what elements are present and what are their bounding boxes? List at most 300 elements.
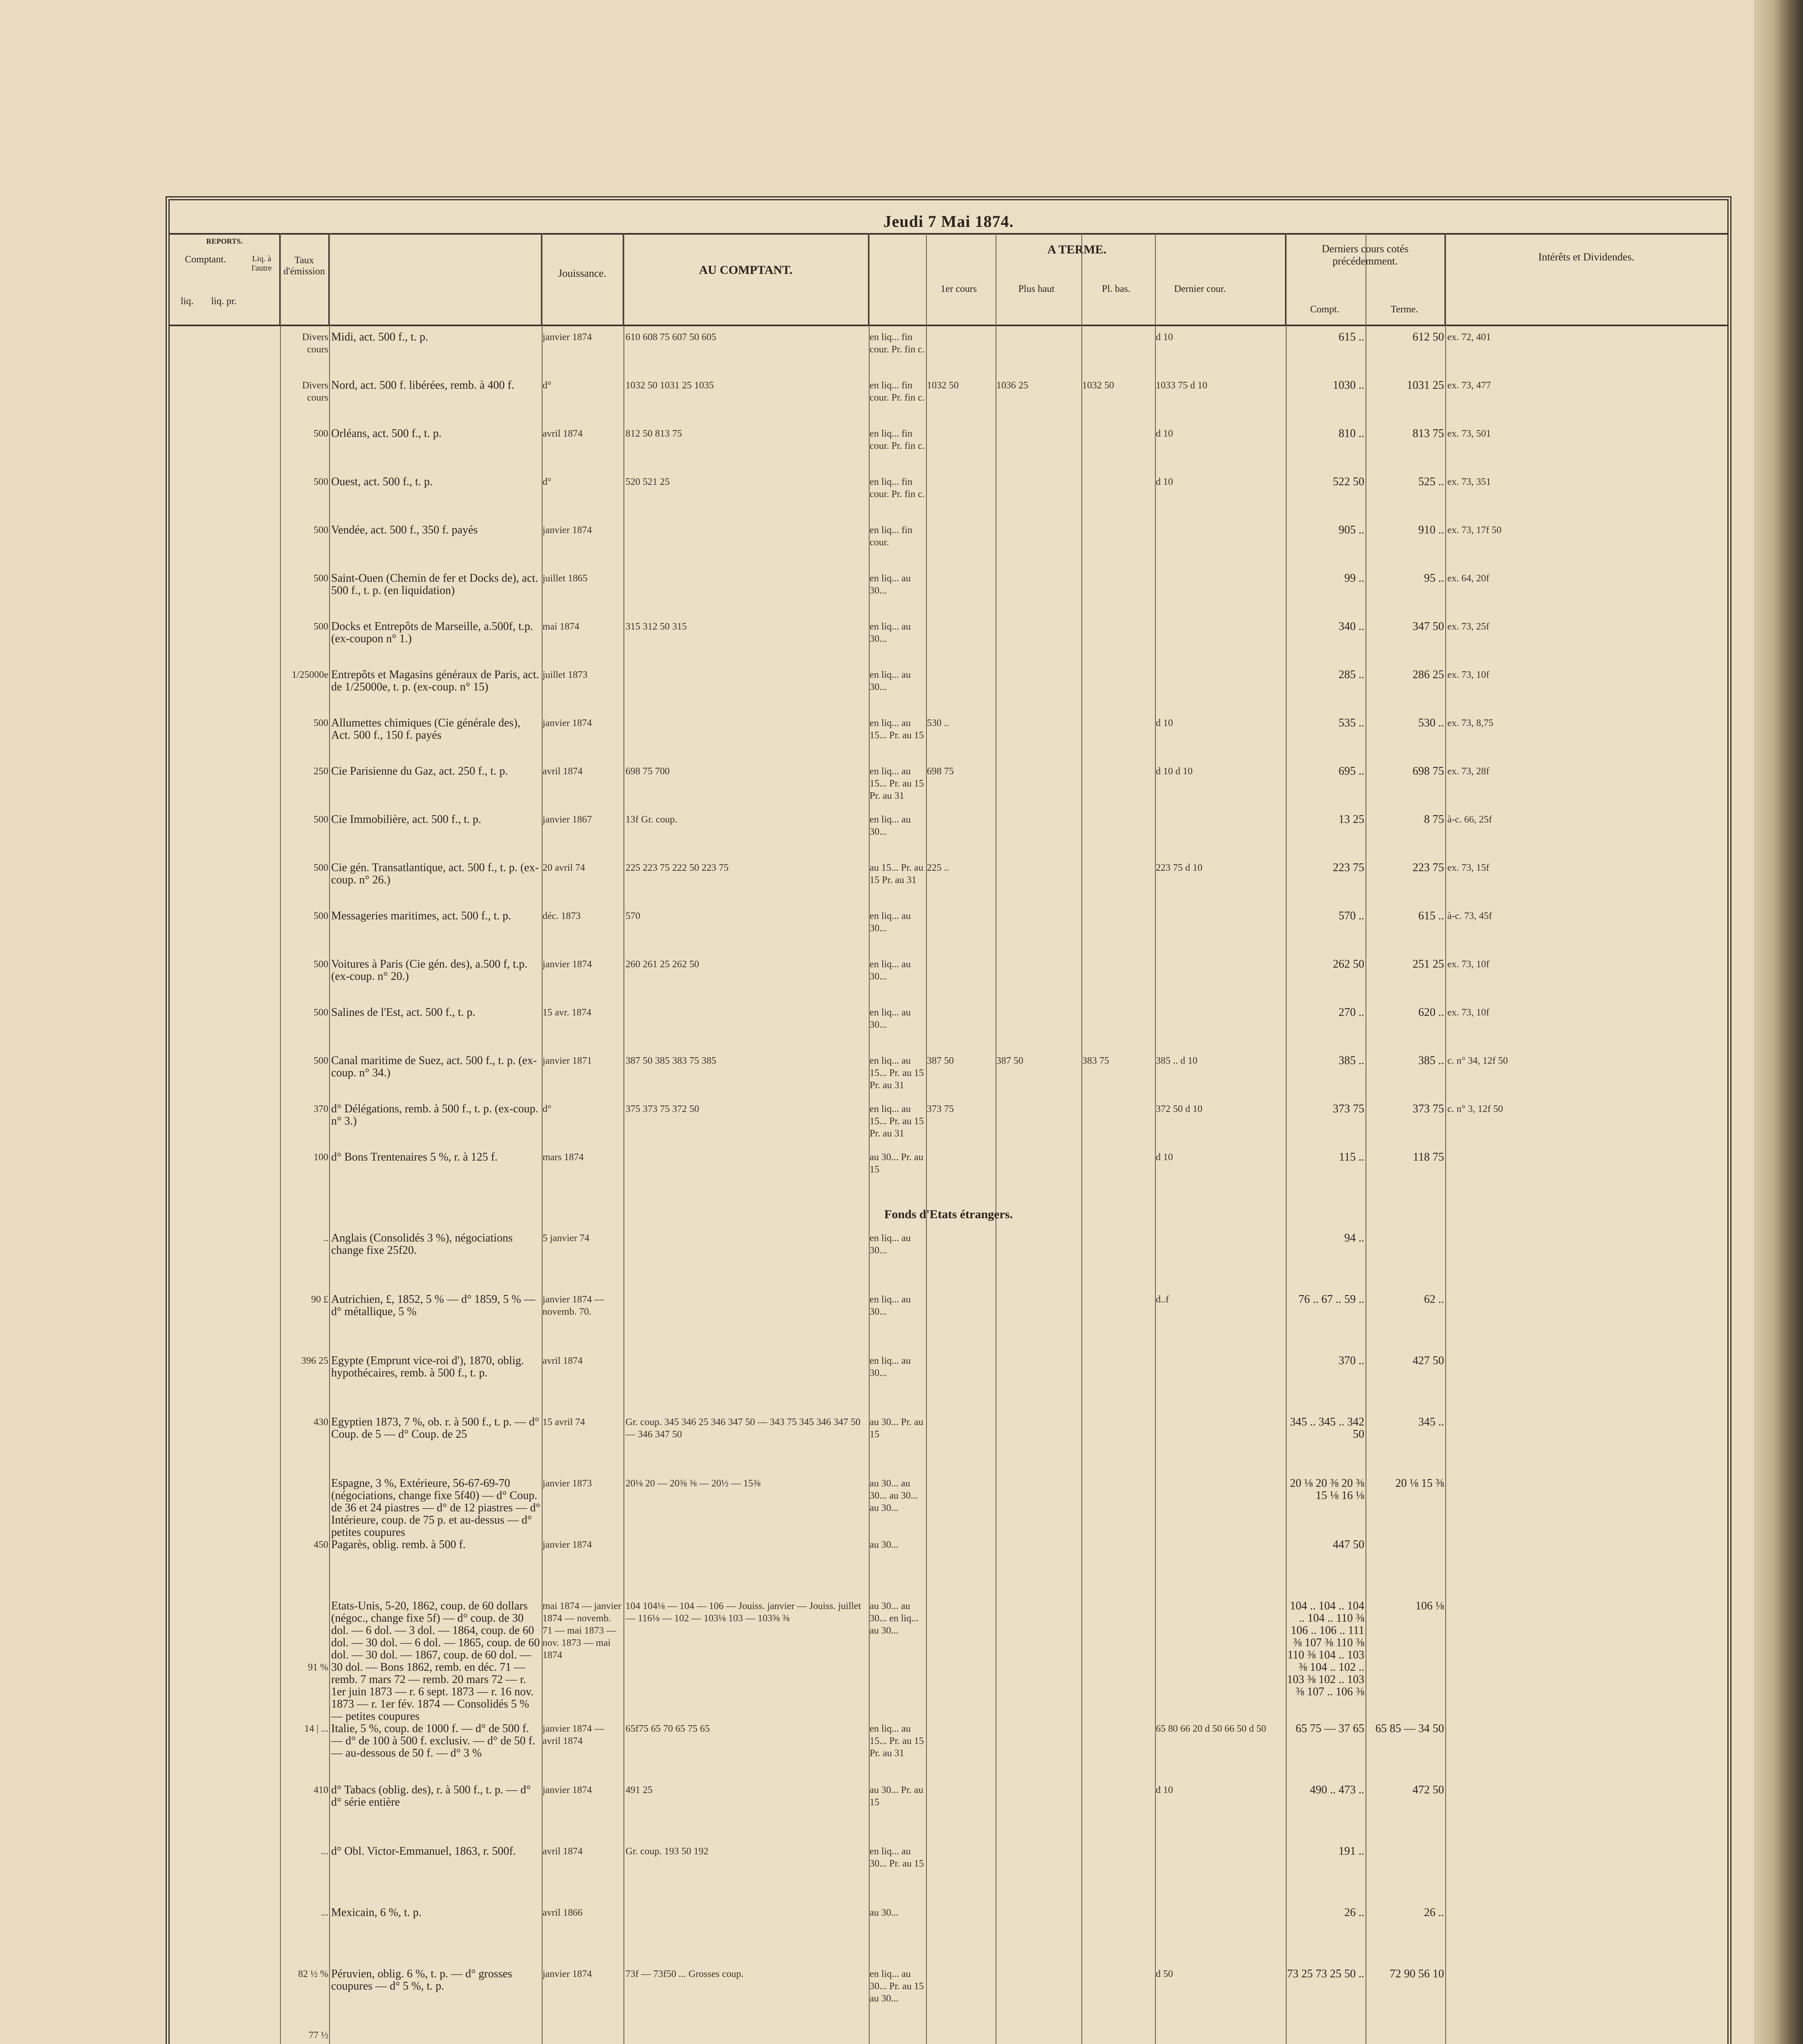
cell-div: ex. 73, 477 <box>1447 380 1491 391</box>
cell-bas <box>1082 621 1154 669</box>
cell-comptant: 375 373 75 372 50 <box>626 1104 699 1114</box>
cell-name: d° Bons Trentenaires 5 %, r. à 125 f. <box>331 1151 498 1163</box>
cell-bas <box>1082 765 1154 814</box>
cell-dernier <box>1156 1006 1285 1055</box>
cell-dernier: d 10 <box>1156 1152 1173 1163</box>
cell-name: Vendée, act. 500 f., 350 f. payés <box>331 524 478 536</box>
cell-comptant: 260 261 25 262 50 <box>626 959 699 970</box>
cell-jouis: janvier 1867 <box>543 814 592 825</box>
cell-terme: en liq... au 30... <box>870 1233 911 1256</box>
cell-jouis: mai 1874 — janvier 1874 — novemb. 71 — mai 1873 — nov. 1873 — mai 1874 <box>543 1601 621 1661</box>
cell-taux: 430 <box>314 1417 328 1428</box>
cell-div: ex. 73, 28f <box>1447 766 1489 777</box>
cell-jouis: avril 1874 <box>543 428 583 439</box>
cell-comptant <box>626 524 867 572</box>
cell-name: Ouest, act. 500 f., t. p. <box>331 475 433 488</box>
cell-term: 62 .. <box>1424 1293 1444 1306</box>
cell-taux: 82 ½ % <box>298 1969 328 1979</box>
cell-taux: 14 | ... <box>304 1724 328 1734</box>
cell-compt: 345 .. 345 .. 342 50 <box>1290 1416 1364 1441</box>
header-taux <box>280 235 329 325</box>
cell-bas <box>1082 717 1154 765</box>
cell-taux: 500 <box>314 1007 328 1018</box>
cell-terme: en liq... au 15... Pr. au 15 Pr. au 31 <box>870 766 924 801</box>
cell-name: d° Obl. Victor-Emmanuel, 1863, r. 500f. <box>331 1845 516 1858</box>
cell-compt: 285 .. <box>1339 668 1364 681</box>
cell-term: 620 .. <box>1418 1006 1444 1019</box>
cell-comptant <box>626 1539 867 1600</box>
cell-premier <box>927 572 995 621</box>
cell-term: 8 75 <box>1424 813 1444 826</box>
table-row <box>170 1055 1727 1103</box>
table-row <box>170 1968 1727 2029</box>
cell-dernier: d 10 <box>1156 332 1173 343</box>
header-liq-a-lautre: Liq. à l'autre <box>251 254 272 273</box>
cell-div <box>1447 2029 1725 2044</box>
cell-comptant <box>626 1232 867 1293</box>
cell-name: Canal maritime de Suez, act. 500 f., t. p. (ex-coup. n° 34.) <box>331 1054 537 1079</box>
cell-comptant <box>626 2029 867 2044</box>
cell-compt: 373 75 <box>1333 1103 1364 1115</box>
cell-terme: en liq... au 30... <box>870 959 911 982</box>
table-row <box>170 621 1727 669</box>
header-designation <box>329 235 542 325</box>
cell-terme: en liq... au 30... <box>870 1007 911 1030</box>
cell-term: 698 75 <box>1413 765 1444 778</box>
table-row <box>170 1006 1727 1055</box>
cell-compt: 340 .. <box>1339 620 1364 633</box>
cell-jouis: avril 1874 <box>543 1846 583 1857</box>
cell-jouis: avril 1874 <box>543 1356 583 1366</box>
cell-premier <box>927 814 995 862</box>
table-row <box>170 862 1727 910</box>
cell-term <box>1366 2029 1444 2044</box>
header-liq: liq. <box>180 296 194 307</box>
cell-terme: en liq... au 15... Pr. au 15 Pr. au 31 <box>870 1104 924 1139</box>
cell-plus-haut <box>996 476 1081 524</box>
table-row <box>170 1416 1727 1477</box>
table-row <box>170 1784 1727 1845</box>
cell-jouis: déc. 1873 <box>543 911 581 921</box>
cell-name: Autrichien, £, 1852, 5 % — d° 1859, 5 % — d° métallique, 5 % <box>331 1293 536 1318</box>
cell-compt: 65 75 — 37 65 <box>1296 1722 1364 1735</box>
header-plus-haut: Plus haut <box>1018 284 1055 294</box>
cell-term: 427 50 <box>1413 1354 1444 1367</box>
cell-name: Nord, act. 500 f. libérées, remb. à 400 f. <box>331 379 514 392</box>
cell-dernier: 223 75 d 10 <box>1156 863 1202 873</box>
cell-jouis: d° <box>543 477 552 487</box>
cell-jouis: juillet 1865 <box>543 573 588 584</box>
cell-taux: ... <box>321 1846 328 1857</box>
table-row <box>170 765 1727 814</box>
cell-div <box>1447 1845 1725 1907</box>
cell-term: 20 ⅛ 15 ⅜ <box>1395 1477 1444 1490</box>
cell-jouis: janvier 1874 <box>543 959 592 970</box>
cell-div <box>1447 1416 1725 1477</box>
cell-compt: 270 .. <box>1339 1006 1364 1019</box>
cell-plus-haut <box>996 1006 1081 1055</box>
cell-plus-haut <box>996 669 1081 717</box>
table-row <box>170 1661 1727 1723</box>
cell-name: d° Délégations, remb. à 500 f., t. p. (ex-coup. n° 3.) <box>331 1103 538 1127</box>
cell-term <box>1366 1661 1444 1723</box>
cell-jouis <box>543 2029 623 2044</box>
cell-compt: 115 .. <box>1339 1151 1364 1163</box>
cell-dernier <box>1156 1661 1285 1723</box>
cell-div <box>1447 1151 1725 1199</box>
cell-dernier <box>1156 910 1285 958</box>
cell-taux: 500 <box>314 718 328 728</box>
cell-premier <box>927 476 995 524</box>
cell-terme: au 30... <box>870 1540 899 1550</box>
cell-div: ex. 73, 17f 50 <box>1447 525 1502 536</box>
cell-taux <box>280 1477 328 1539</box>
cell-jouis: janvier 1874 <box>543 1969 592 1979</box>
cell-terme: en liq... fin cour. <box>870 525 913 548</box>
cell-premier: 373 75 <box>927 1104 954 1114</box>
cell-bas <box>1082 814 1154 862</box>
cell-div: ex. 73, 351 <box>1447 477 1491 487</box>
table-row <box>170 1293 1727 1355</box>
cell-name: Messageries maritimes, act. 500 f., t. p. <box>331 910 511 922</box>
cell-bas <box>1082 476 1154 524</box>
cell-bas <box>1082 862 1154 910</box>
cell-dernier: d 10 <box>1156 1785 1173 1795</box>
header-a-terme-label: A TERME. <box>1047 243 1107 256</box>
cell-terme: en liq... au 30... <box>870 1356 911 1378</box>
cell-comptant: 315 312 50 315 <box>626 621 687 632</box>
cell-jouis: 15 avr. 1874 <box>543 1007 592 1018</box>
cell-term <box>1366 1539 1444 1600</box>
table-row <box>170 1539 1727 1600</box>
cell-dernier <box>1156 1355 1285 1416</box>
header-plus-bas: Pl. bas. <box>1101 284 1130 294</box>
cell-div <box>1447 1784 1725 1845</box>
cell-dernier <box>1156 814 1285 862</box>
cell-bas <box>1082 910 1154 958</box>
cell-compt: 810 .. <box>1339 427 1364 440</box>
table-row <box>170 669 1727 717</box>
cell-compt: 20 ⅛ 20 ⅜ 20 ⅜ 15 ⅛ 16 ⅛ <box>1290 1477 1364 1502</box>
cell-dernier <box>1156 1600 1285 1661</box>
cell-plus-haut <box>996 910 1081 958</box>
cell-term: 373 75 <box>1413 1103 1444 1115</box>
header-liq-pr: liq. pr. <box>211 296 237 307</box>
cell-term: 910 .. <box>1418 524 1444 536</box>
cell-plus-haut <box>996 1151 1081 1199</box>
cell-name: Docks et Entrepôts de Marseille, a.500f, t.p. (ex-coupon n° 1.) <box>331 620 533 645</box>
cell-name: Péruvien, oblig. 6 %, t. p. — d° grosses coupures — d° 5 %, t. p. <box>331 1968 512 1992</box>
cell-jouis: juillet 1873 <box>543 670 588 680</box>
cell-terme: en liq... au 30... <box>870 573 911 596</box>
cell-term: 813 75 <box>1413 427 1444 440</box>
cell-compt: 370 .. <box>1339 1354 1364 1367</box>
cell-term: 1031 25 <box>1407 379 1444 392</box>
cell-compt: 490 .. 473 .. <box>1310 1784 1364 1796</box>
cell-taux: 396 25 <box>301 1356 328 1366</box>
cell-taux: ... <box>321 1907 328 1918</box>
cell-terme: au 30... au 30... en liq... au 30... <box>870 1601 919 1636</box>
cell-jouis: avril 1866 <box>543 1907 583 1918</box>
cell-term: 95 .. <box>1424 572 1444 585</box>
cell-terme <box>870 1661 925 1723</box>
cell-div: à-c. 73, 45f <box>1447 911 1492 921</box>
cell-taux: Divers cours <box>302 380 328 403</box>
cell-div <box>1447 1907 1725 1968</box>
cell-plus-haut <box>996 572 1081 621</box>
cell-term: 72 90 56 10 <box>1390 1968 1444 1980</box>
cell-bas <box>1082 524 1154 572</box>
cell-compt <box>1287 1661 1364 1723</box>
table-row <box>170 1477 1727 1539</box>
cell-comptant: 610 608 75 607 50 605 <box>626 332 716 343</box>
cell-name: Saint-Ouen (Chemin de fer et Docks de), act. 500 f., t. p. (en liquidation) <box>331 572 538 597</box>
cell-compt: 99 .. <box>1344 572 1364 585</box>
cell-div <box>1447 1355 1725 1416</box>
cell-premier <box>927 1151 995 1199</box>
cell-comptant: Gr. coup. 345 346 25 346 347 50 — 343 75 345 346 347 50 — 346 347 50 <box>626 1417 861 1440</box>
cell-jouis: avril 1874 <box>543 766 583 777</box>
cell-taux: 91 % <box>308 1662 328 1673</box>
cell-dernier <box>1156 2029 1285 2044</box>
cell-plus-haut: 1036 25 <box>996 380 1028 391</box>
table-row <box>170 1355 1727 1416</box>
cell-taux: 450 <box>314 1540 328 1550</box>
table-row <box>170 1907 1727 1968</box>
cell-dernier: d 10 <box>1156 428 1173 439</box>
cell-premier: 225 .. <box>927 863 949 873</box>
cell-premier: 1032 50 <box>927 380 959 391</box>
cell-premier <box>927 428 995 476</box>
cell-taux: .. <box>323 1233 328 1244</box>
cell-taux: 90 £ <box>311 1294 328 1305</box>
cell-dernier <box>1156 1232 1285 1293</box>
cell-term <box>1366 1845 1444 1907</box>
cell-terme <box>870 2029 925 2044</box>
cell-dernier: 372 50 d 10 <box>1156 1104 1202 1114</box>
cell-plus-haut <box>996 717 1081 765</box>
cell-terme: en liq... fin cour. Pr. fin c. <box>870 428 925 451</box>
cell-terme: au 15... Pr. au 15 Pr. au 31 <box>870 863 924 885</box>
cell-div: ex. 73, 10f <box>1447 959 1489 970</box>
cell-taux <box>280 1600 328 1661</box>
cell-comptant <box>626 1006 867 1055</box>
cell-compt: 522 50 <box>1333 475 1364 488</box>
cell-term <box>1366 1232 1444 1293</box>
cell-compt: 191 .. <box>1339 1845 1364 1858</box>
table-row <box>170 476 1727 524</box>
cell-jouis: janvier 1871 <box>543 1056 592 1066</box>
cell-name: Etats-Unis, 5-20, 1862, coup. de 60 dollars (négoc., change fixe 5f) — d° coup. de 30 dol. — 6 dol. — 3 dol. — 1864, coup. de 60 dol. — 30 dol. — 6 dol. — 1865, coup. de 60 dol. — 30 dol. — 1867, coup. de 60 dol. — 30 dol. — Bons 1862, remb. en déc. 71 — remb. 7 mars 72 — remb. 20 mars 72 — r. 1er juin 1873 — r. 6 sept. 1873 — r. 16 nov. 1873 — r. 1er fév. 1874 — Consolidés 5 % — petites coupures <box>331 1600 540 1723</box>
cell-comptant: 13f Gr. coup. <box>626 814 677 825</box>
cell-div: c. n° 3, 12f 50 <box>1447 1104 1503 1114</box>
cell-terme: en liq... fin cour. Pr. fin c. <box>870 477 925 500</box>
cell-term: 530 .. <box>1418 717 1444 729</box>
header-terme: Terme. <box>1390 304 1418 315</box>
cell-dernier: d 10 <box>1156 477 1173 487</box>
cell-comptant <box>626 572 867 621</box>
table-row <box>170 331 1727 379</box>
cell-div: ex. 73, 501 <box>1447 428 1491 439</box>
cell-compt: 385 .. <box>1339 1054 1364 1067</box>
section-fonds-etrangers: Fonds d'Etats étrangers. <box>884 1208 1013 1221</box>
table-row <box>170 958 1727 1006</box>
cell-div: ex. 64, 20f <box>1447 573 1489 584</box>
table-row <box>170 814 1727 862</box>
cell-dernier: d 10 <box>1156 718 1173 728</box>
cell-terme: en liq... au 30... Pr. au 15 <box>870 1846 924 1869</box>
cell-dernier <box>1156 958 1285 1006</box>
cell-comptant <box>626 1355 867 1416</box>
cell-terme: au 30... Pr. au 15 <box>870 1417 924 1440</box>
cell-premier <box>927 331 995 379</box>
cell-name: Voitures à Paris (Cie gén. des), a.500 f, t.p. (ex-coup. n° 20.) <box>331 958 528 983</box>
cell-terme: en liq... au 30... <box>870 621 911 644</box>
cell-name: Pagarès, oblig. remb. à 500 f. <box>331 1538 466 1551</box>
cell-plus-haut <box>996 862 1081 910</box>
cell-terme: en liq... au 30... <box>870 1294 911 1317</box>
cell-plus-haut <box>996 524 1081 572</box>
cell-taux: 100 <box>314 1152 328 1163</box>
header-reports <box>170 235 280 325</box>
header-a-terme <box>869 235 1286 325</box>
cell-jouis: janvier 1874 <box>543 525 592 536</box>
cell-name <box>331 1661 540 1723</box>
cell-bas <box>1082 1103 1154 1151</box>
cell-jouis: 20 avril 74 <box>543 863 585 873</box>
cell-term: 26 .. <box>1424 1906 1444 1919</box>
cell-taux: 77 ½ <box>309 2030 328 2041</box>
cell-comptant: 20⅛ 20 — 20⅜ ⅜ — 20½ — 15⅜ <box>626 1478 760 1489</box>
cell-terme: en liq... au 30... Pr. au 15 au 30... <box>870 1969 924 2004</box>
cell-terme: en liq... fin cour. Pr. fin c. <box>870 380 925 403</box>
header-interets <box>1445 235 1727 325</box>
cell-jouis: 5 janvier 74 <box>543 1233 590 1244</box>
cell-terme: en liq... au 30... <box>870 911 911 934</box>
cell-terme: en liq... au 15... Pr. au 15 Pr. au 31 <box>870 1056 924 1091</box>
table-row <box>170 379 1727 428</box>
cell-name: Midi, act. 500 f., t. p. <box>331 331 428 343</box>
cell-div: ex. 73, 25f <box>1447 621 1489 632</box>
cell-term: 615 .. <box>1418 910 1444 922</box>
table-row <box>170 1103 1727 1151</box>
cell-compt: 615 .. <box>1339 331 1364 343</box>
cell-comptant <box>626 1151 867 1199</box>
table-row <box>170 1723 1727 1784</box>
cell-div: à-c. 66, 25f <box>1447 814 1492 825</box>
cell-compt: 13 25 <box>1339 813 1364 826</box>
cell-div <box>1447 1477 1725 1539</box>
cell-terme: en liq... au 30... <box>870 670 911 693</box>
cell-name: Cie Immobilière, act. 500 f., t. p. <box>331 813 482 826</box>
cell-plus-haut <box>996 814 1081 862</box>
cell-compt: 1030 .. <box>1333 379 1364 392</box>
cell-dernier <box>1156 1539 1285 1600</box>
header-dernier-cours: Dernier cour. <box>1174 284 1226 294</box>
cell-compt: 535 .. <box>1339 717 1364 729</box>
cell-compt: 695 .. <box>1339 765 1364 778</box>
cell-jouis: janvier 1874 <box>543 1785 592 1795</box>
cell-dernier: d 10 d 10 <box>1156 766 1193 777</box>
cell-comptant <box>626 1293 867 1355</box>
cell-div <box>1447 1968 1725 2029</box>
cell-dernier <box>1156 1416 1285 1477</box>
cell-terme: en liq... au 15... Pr. au 15 <box>870 718 924 741</box>
cell-jouis: d° <box>543 1104 552 1114</box>
cell-plus-haut <box>996 621 1081 669</box>
cell-compt: 223 75 <box>1333 861 1364 874</box>
cell-premier: 387 50 <box>927 1056 954 1066</box>
cell-div <box>1447 1661 1725 1723</box>
cell-dernier <box>1156 669 1285 717</box>
cell-dernier: 65 80 66 20 d 50 66 50 d 50 <box>1156 1724 1266 1734</box>
cell-taux: 500 <box>314 573 328 584</box>
cell-premier: 698 75 <box>927 766 954 777</box>
cell-taux: 500 <box>314 863 328 873</box>
cell-comptant: 387 50 385 383 75 385 <box>626 1056 716 1066</box>
cell-plus-haut <box>996 331 1081 379</box>
cell-name: Cie gén. Transatlantique, act. 500 f., t. p. (ex-coup. n° 26.) <box>331 861 539 886</box>
cell-name <box>331 2029 540 2044</box>
cell-term: 118 75 <box>1413 1151 1444 1163</box>
cell-name: Espagne, 3 %, Extérieure, 56-67-69-70 (négociations, change fixe 5f40) — d° Coup. de 36 et 24 piastres — d° de 12 piastres — d° Intérieure, coup. de 75 p. et au-dessus — d° petites coupures <box>331 1477 540 1539</box>
cell-name: Cie Parisienne du Gaz, act. 250 f., t. p. <box>331 765 508 778</box>
cell-comptant: Gr. coup. 193 50 192 <box>626 1846 709 1857</box>
cell-bas <box>1082 572 1154 621</box>
cell-div: ex. 72, 401 <box>1447 332 1491 343</box>
cell-bas <box>1082 1006 1154 1055</box>
cell-comptant: 698 75 700 <box>626 766 670 777</box>
cell-div <box>1447 1293 1725 1355</box>
cell-compt: 94 .. <box>1344 1232 1364 1244</box>
cell-dernier <box>1156 524 1285 572</box>
table-row <box>170 910 1727 958</box>
cell-compt: 905 .. <box>1339 524 1364 536</box>
table-row <box>170 1232 1727 1293</box>
cell-compt: 447 50 <box>1333 1538 1364 1551</box>
table-row <box>170 428 1727 476</box>
cell-comptant: 73f — 73f50 ... Grosses coup. <box>626 1969 744 1979</box>
cell-div: c. n° 34, 12f 50 <box>1447 1056 1508 1066</box>
cell-name: Salines de l'Est, act. 500 f., t. p. <box>331 1006 475 1019</box>
cell-dernier: 385 .. d 10 <box>1156 1056 1198 1066</box>
cell-taux: 250 <box>314 766 328 777</box>
cell-jouis <box>543 1661 623 1723</box>
header-taux-label: Taux d'émission <box>283 255 325 277</box>
cell-comptant: 1032 50 1031 25 1035 <box>626 380 714 391</box>
cell-taux: 410 <box>314 1785 328 1795</box>
cell-term: 612 50 <box>1413 331 1444 343</box>
cell-div: ex. 73, 10f <box>1447 670 1489 680</box>
cell-bas <box>1082 428 1154 476</box>
cell-taux: 500 <box>314 1056 328 1066</box>
cell-name: Mexicain, 6 %, t. p. <box>331 1906 422 1919</box>
cell-comptant: 491 25 <box>626 1785 653 1795</box>
header-jouissance-label: Jouissance. <box>558 267 606 279</box>
table-row <box>170 572 1727 621</box>
cell-compt: 76 .. 67 .. 59 .. <box>1298 1293 1364 1306</box>
cell-dernier: d..f <box>1156 1294 1169 1305</box>
cell-comptant <box>626 1661 867 1723</box>
cell-compt <box>1287 2029 1364 2044</box>
cell-dernier <box>1156 572 1285 621</box>
cell-jouis: janvier 1874 — avril 1874 <box>543 1724 604 1746</box>
cell-compt: 570 .. <box>1339 910 1364 922</box>
cell-term: 345 .. <box>1418 1416 1444 1428</box>
cell-jouis: janvier 1874 <box>543 718 592 728</box>
cell-bas <box>1082 331 1154 379</box>
cell-plus-haut <box>996 765 1081 814</box>
